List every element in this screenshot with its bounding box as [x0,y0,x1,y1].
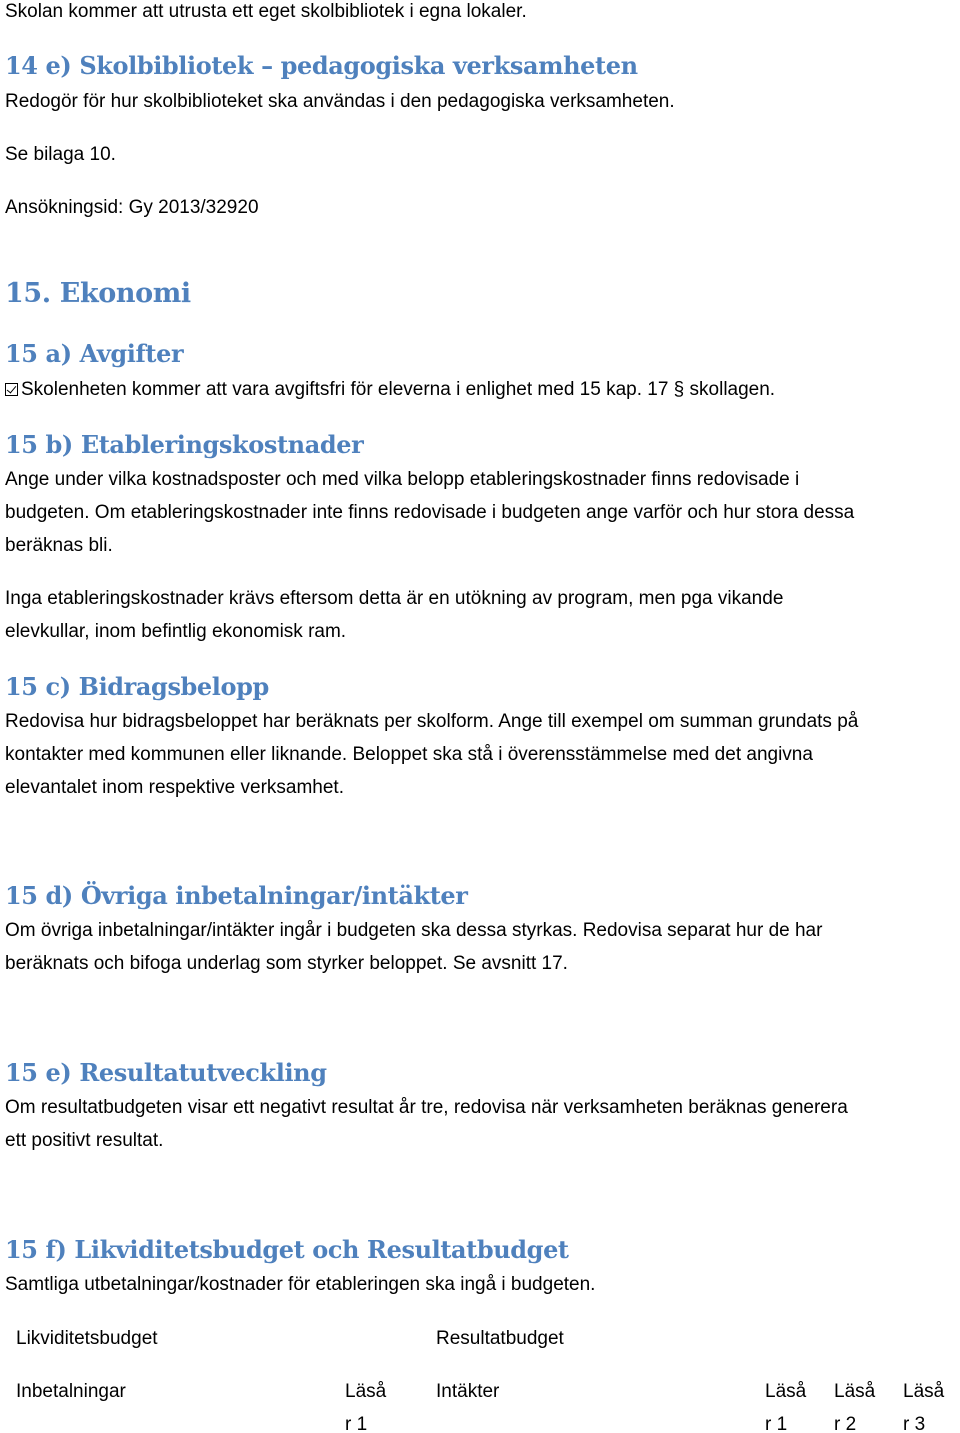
answer-15b-line: Inga etableringskostnader krävs eftersom detta är en utökning av program, men pga vikande [5,588,784,609]
column-header-year-2-cont: r 2 [834,1414,857,1433]
instruction-15e-line: ett positivt resultat. [5,1130,164,1151]
answer-15b-line: elevkullar, inom befintlig ekonomisk ram. [5,621,347,642]
instruction-15d-line: Om övriga inbetalningar/intäkter ingår i budgeten ska dessa styrkas. Redovisa separat hur de har [5,920,823,941]
statement-15a-text: Skolenheten kommer att vara avgiftsfri för eleverna i enlighet med 15 kap. 17 § skollagen. [21,379,776,400]
column-header-year-1-left-cont: r 1 [345,1414,368,1433]
heading-15c: 15 c) Bidragsbelopp [5,672,269,701]
instruction-15c-line: elevantalet inom respektive verksamhet. [5,777,344,798]
checked-checkbox-icon [5,383,18,396]
instruction-15b-line: budgeten. Om etableringskostnader inte finns redovisade i budgeten ange varför och hur stora dessa [5,502,855,523]
column-header-year-1-right-cont: r 1 [765,1414,788,1433]
instruction-15e-line: Om resultatbudgeten visar ett negativt resultat år tre, redovisa när verksamheten beräknas generera [5,1097,848,1118]
answer-14e: Se bilaga 10. [5,144,116,165]
instruction-15d-line: beräknats och bifoga underlag som styrker beloppet. Se avsnitt 17. [5,953,568,974]
application-id: Ansökningsid: Gy 2013/32920 [5,197,259,218]
heading-15b: 15 b) Etableringskostnader [5,430,364,459]
instruction-14e: Redogör för hur skolbiblioteket ska användas i den pedagogiska verksamheten. [5,91,675,112]
heading-15d: 15 d) Övriga inbetalningar/intäkter [5,881,468,910]
column-header-year-3: Läså [903,1381,945,1402]
heading-15: 15. Ekonomi [5,278,191,309]
revenue-label: Intäkter [436,1381,500,1402]
column-header-year-1-right: Läså [765,1381,807,1402]
incoming-payments-label: Inbetalningar [16,1381,126,1402]
instruction-15f: Samtliga utbetalningar/kostnader för etableringen ska ingå i budgeten. [5,1274,596,1295]
instruction-15b-line: beräknas bli. [5,535,113,556]
heading-15a: 15 a) Avgifter [5,339,184,368]
instruction-15c-line: Redovisa hur bidragsbeloppet har beräknats per skolform. Ange till exempel om summan grundats på [5,711,859,732]
heading-15f: 15 f) Likviditetsbudget och Resultatbudget [5,1235,569,1264]
intro-line: Skolan kommer att utrusta ett eget skolbibliotek i egna lokaler. [5,1,527,22]
result-budget-title: Resultatbudget [436,1328,564,1349]
statement-15a [5,378,775,402]
instruction-15b-line: Ange under vilka kostnadsposter och med vilka belopp etableringskostnader finns redovisade i [5,469,800,490]
instruction-15c-line: kontakter med kommunen eller liknande. Beloppet ska stå i överensstämmelse med det angivna [5,744,813,765]
column-header-year-2: Läså [834,1381,876,1402]
column-header-year-3-cont: r 3 [903,1414,926,1433]
heading-15e: 15 e) Resultatutveckling [5,1058,327,1087]
liquidity-budget-title: Likviditetsbudget [16,1328,158,1349]
column-header-year-1-left: Läså [345,1381,387,1402]
heading-14e: 14 e) Skolbibliotek – pedagogiska verksamheten [5,51,638,80]
